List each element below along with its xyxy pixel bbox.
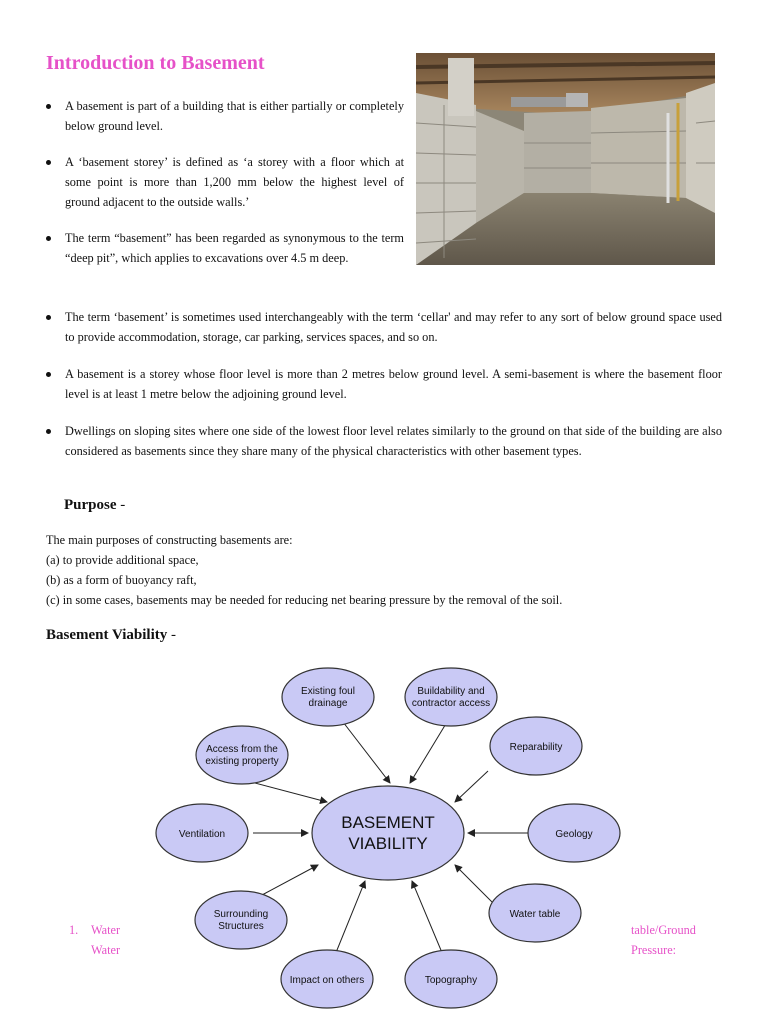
numbered-right-line1: table/Ground — [631, 923, 696, 937]
node-label: existing property — [205, 756, 279, 767]
node-label: Ventilation — [178, 829, 226, 840]
access-existing-property-node — [196, 726, 288, 784]
purpose-item: (b) as a form of buoyancy raft, — [46, 573, 197, 587]
numbered-right-line2: Pressure: — [631, 943, 677, 957]
node-label: Topography — [424, 975, 478, 986]
buildability-node — [405, 668, 497, 726]
list-item: The term ‘basement’ is sometimes used interchangeably with the term ‘cellar' and may refer to any sort of below ground space used to provide accommodation, storage, car parking, services spaces, and so on. — [46, 307, 722, 347]
viability-diagram-svg — [150, 665, 625, 1021]
node-label: drainage — [308, 698, 348, 709]
node-label: Geology — [555, 829, 593, 840]
node-label: Surrounding — [213, 909, 269, 920]
list-item: A basement is part of a building that is either partially or completely below ground level. — [46, 96, 404, 136]
page-title: Introduction to Basement — [46, 52, 265, 74]
node-label: Water table — [509, 909, 561, 920]
basement-viability-center-node — [312, 786, 464, 880]
node-label: Structures — [218, 921, 264, 932]
purpose-item: (a) to provide additional space, — [46, 553, 199, 567]
purpose-intro: The main purposes of constructing basements are: — [46, 533, 293, 547]
node-label: Impact on others — [289, 975, 365, 986]
surrounding-structures-node — [195, 891, 287, 949]
list-item: The term “basement” has been regarded as synonymous to the term “deep pit”, which applies to excavations over 4.5 m deep. — [46, 228, 404, 268]
existing-foul-drainage-node — [282, 668, 374, 726]
viability-diagram — [150, 665, 625, 1021]
bullet-list-top — [46, 96, 404, 284]
center-label: VIABILITY — [348, 834, 428, 853]
center-label: BASEMENT — [341, 813, 435, 832]
node-label: Existing foul — [301, 686, 355, 697]
purpose-item: (c) in some cases, basements may be needed for reducing net bearing pressure by the removal of the soil. — [46, 593, 563, 607]
purpose-heading — [64, 497, 125, 514]
basement-photo-illustration — [416, 53, 715, 265]
list-item: A basement is a storey whose floor level is more than 2 metres below ground level. A semi-basement is where the basement floor level is at least 1 metre below the adjoining ground level. — [46, 364, 722, 404]
bullet-list-bottom — [46, 307, 722, 478]
viability-heading-text: Basement Viability — [46, 627, 168, 643]
numbered-left-line2: Water — [91, 943, 121, 957]
numbered-marker: 1. — [69, 923, 79, 937]
viability-heading-dash: - — [171, 627, 177, 643]
node-label: Access from the — [206, 744, 278, 755]
purpose-heading-dash: - — [120, 497, 126, 513]
basement-photo — [416, 53, 715, 265]
node-label: Buildability and — [417, 686, 485, 697]
list-item: Dwellings on sloping sites where one side of the lowest floor level relates similarly to the ground on that side of the building are also considered as basements since they share many of the physical characteristics with other basement types. — [46, 421, 722, 461]
viability-heading — [46, 627, 176, 644]
purpose-heading-text: Purpose — [64, 497, 117, 513]
node-label: Reparability — [509, 742, 563, 753]
numbered-left-line1: Water — [91, 923, 121, 937]
purpose-list — [46, 530, 726, 610]
list-item: A ‘basement storey’ is defined as ‘a storey with a floor which at some point is more than 1,200 mm below the highest level of ground adjacent to the outside walls.’ — [46, 152, 404, 212]
node-label: contractor access — [411, 698, 491, 709]
